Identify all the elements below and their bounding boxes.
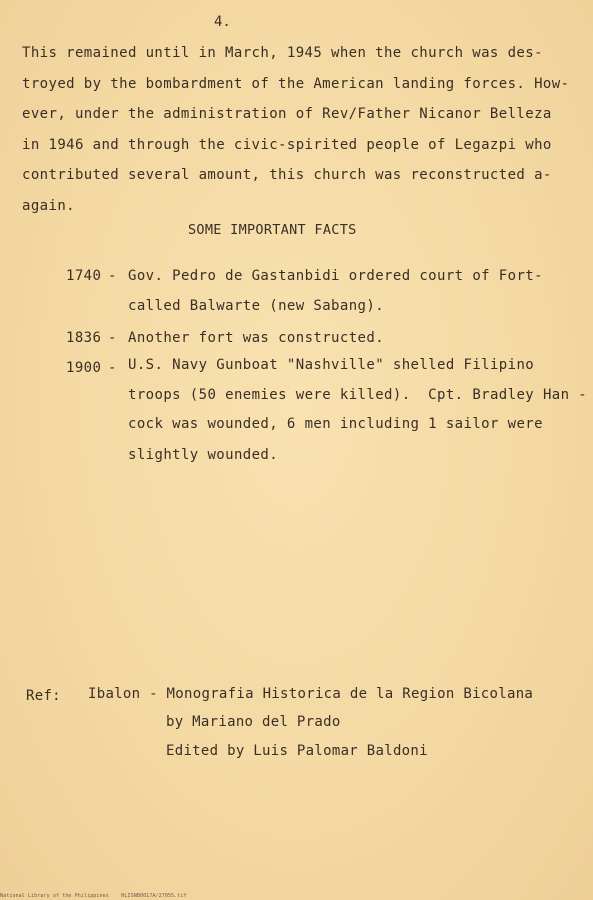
fact-line: troops (50 enemies were killed). Cpt. Bradley Han -	[128, 387, 588, 403]
fact-year: 1900	[66, 360, 102, 376]
section-heading: SOME IMPORTANT FACTS	[188, 222, 357, 238]
fact-line: cock was wounded, 6 men including 1 sailor were	[128, 416, 543, 432]
reference-line: by Mariano del Prado	[166, 714, 341, 730]
fact-line: U.S. Navy Gunboat "Nashville" shelled Filipino	[128, 357, 535, 373]
paragraph-line: contributed several amount, this church was reconstructed a-	[22, 167, 552, 183]
fact-dash: -	[108, 268, 117, 284]
fact-line: called Balwarte (new Sabang).	[128, 298, 385, 314]
fact-line: slightly wounded.	[128, 447, 279, 463]
page-number: 4.	[214, 14, 231, 30]
paragraph-line: again.	[22, 197, 75, 214]
body-paragraph	[22, 42, 582, 225]
paragraph-line: troyed by the bombardment of the American landing forces. How-	[22, 75, 570, 92]
archive-footer: National Library of the Philippines HLISNB0017A/27055.tif	[0, 893, 187, 899]
fact-line: Another fort was constructed.	[128, 330, 385, 346]
fact-dash: -	[108, 330, 117, 346]
fact-year: 1740	[66, 268, 102, 284]
fact-line: Gov. Pedro de Gastanbidi ordered court of Fort-	[128, 268, 543, 284]
reference-label: Ref:	[26, 688, 61, 704]
paragraph-line: ever, under the administration of Rev/Father Nicanor Belleza	[22, 106, 552, 122]
fact-year: 1836	[66, 330, 102, 346]
paragraph-line: in 1946 and through the civic-spirited people of Legazpi who	[22, 136, 552, 153]
paragraph-line: This remained until in March, 1945 when the church was des-	[22, 45, 543, 61]
reference-line: Ibalon - Monografia Historica de la Region Bicolana	[88, 686, 534, 702]
fact-dash: -	[108, 360, 117, 376]
reference-line: Edited by Luis Palomar Baldoni	[166, 743, 428, 759]
